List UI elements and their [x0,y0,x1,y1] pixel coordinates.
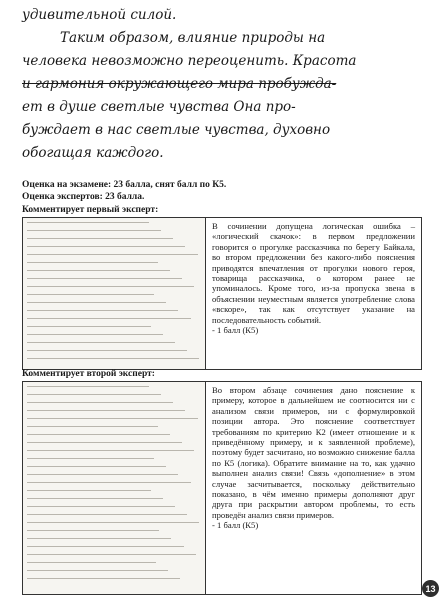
scan-ruled-line [27,466,166,467]
scan-ruled-line [27,402,173,403]
scan-ruled-line [27,506,175,507]
scan-ruled-line [27,458,154,459]
first-expert-block [22,217,422,370]
scan-ruled-line [27,318,191,319]
scan-ruled-line [27,442,182,443]
scan-ruled-line [27,358,199,359]
scan-ruled-line [27,238,173,239]
scan-ruled-line [27,302,166,303]
scan-ruled-line [27,514,187,515]
scan-ruled-line [27,434,170,435]
handwriting-scan-image [23,218,206,369]
first-expert-comment [206,218,421,369]
scan-ruled-line [27,410,185,411]
scan-ruled-line [27,350,187,351]
scan-ruled-line [27,394,161,395]
handwriting-line: человека невозможно переоценить. Красота [22,53,357,69]
scan-ruled-line [27,230,161,231]
scan-ruled-line [27,326,151,327]
second-expert-comment [206,382,421,594]
scan-ruled-line [27,498,163,499]
scan-ruled-line [27,334,163,335]
handwriting-line-struck: и гармония окружающего мира пробужда- [22,76,337,92]
scan-ruled-line [27,482,191,483]
scan-ruled-line [27,286,194,287]
handwriting-line: буждает в нас светлые чувства, духовно [22,122,331,138]
scan-ruled-line [27,222,149,223]
scan-ruled-line [27,254,198,255]
scan-ruled-line [27,538,171,539]
scan-ruled-line [27,310,178,311]
page-number-badge: 13 [422,580,439,597]
scan-ruled-line [27,562,156,563]
scan-ruled-line [27,342,175,343]
scan-ruled-line [27,546,184,547]
scan-ruled-line [27,270,170,271]
handwriting-line: удивительной силой. [22,7,177,23]
exam-score: Оценка на экзамене: 23 балла, снят балл по К5. [22,180,227,190]
scan-ruled-line [27,474,178,475]
second-expert-heading: Комментирует второй эксперт: [22,369,155,379]
handwriting-line: обогащая каждого. [22,145,164,161]
scan-ruled-line [27,278,182,279]
scan-ruled-line [27,450,194,451]
second-expert-score: - 1 балл (К5) [212,520,259,531]
scan-ruled-line [27,490,151,491]
handwriting-scan-image [23,382,206,594]
scan-ruled-line [27,262,158,263]
scan-ruled-line [27,522,199,523]
handwriting-line: Таким образом, влияние природы на [60,30,326,46]
scan-ruled-line [27,578,180,579]
scan-ruled-line [27,294,154,295]
scan-ruled-line [27,426,158,427]
scan-ruled-line [27,418,198,419]
second-expert-comment-text: Во втором абзаце сочинения дано пояснение к примеру, которое в дальнейшем не соотносится ни с анализом связи примеров, ни с формулировкой позиции автора. Это пояснение соответствует требованиям по критерию К2 (имеет отношение и к приведённому примеру, и к заявленной проблеме), поэтому будет засчитано, но возможно снижение балла по К5 (логика). Обратите внимание на то, как удачно выполнен анализ связи! Связь «дополнение» в этом случае засчитывается, поскольку действительно показано, в чём именно примеры дополняют друг друга при раскрытии автором проблемы, то есть проведён анализ связи примеров. [212,385,415,520]
experts-score: Оценка экспертов: 23 балла. [22,192,145,202]
first-expert-heading: Комментирует первый эксперт: [22,205,159,215]
first-expert-score: - 1 балл (К5) [212,325,259,336]
second-expert-block [22,381,422,595]
handwriting-line: ет в душе светлые чувства Она про- [22,99,296,115]
first-expert-comment-text: В сочинении допущена логическая ошибка – «логический скачок»: в первом предложении говорится о прогулке рассказчика по берегу Байкала, во втором предложении без какого-либо пояснения приводятся впечатления от прогулки нового героя, товарища рассказчика, о котором ранее не упоминалось. Кроме того, из-за пропуска звена в объяснении неуместным является употребление слова «вскоре», так как отсутствует указание на последовательность событий. [212,221,415,325]
handwritten-essay-ending [22,4,422,165]
scan-ruled-line [27,386,149,387]
scan-ruled-line [27,530,159,531]
scan-ruled-line [27,246,185,247]
scan-ruled-line [27,554,196,555]
scan-ruled-line [27,570,168,571]
